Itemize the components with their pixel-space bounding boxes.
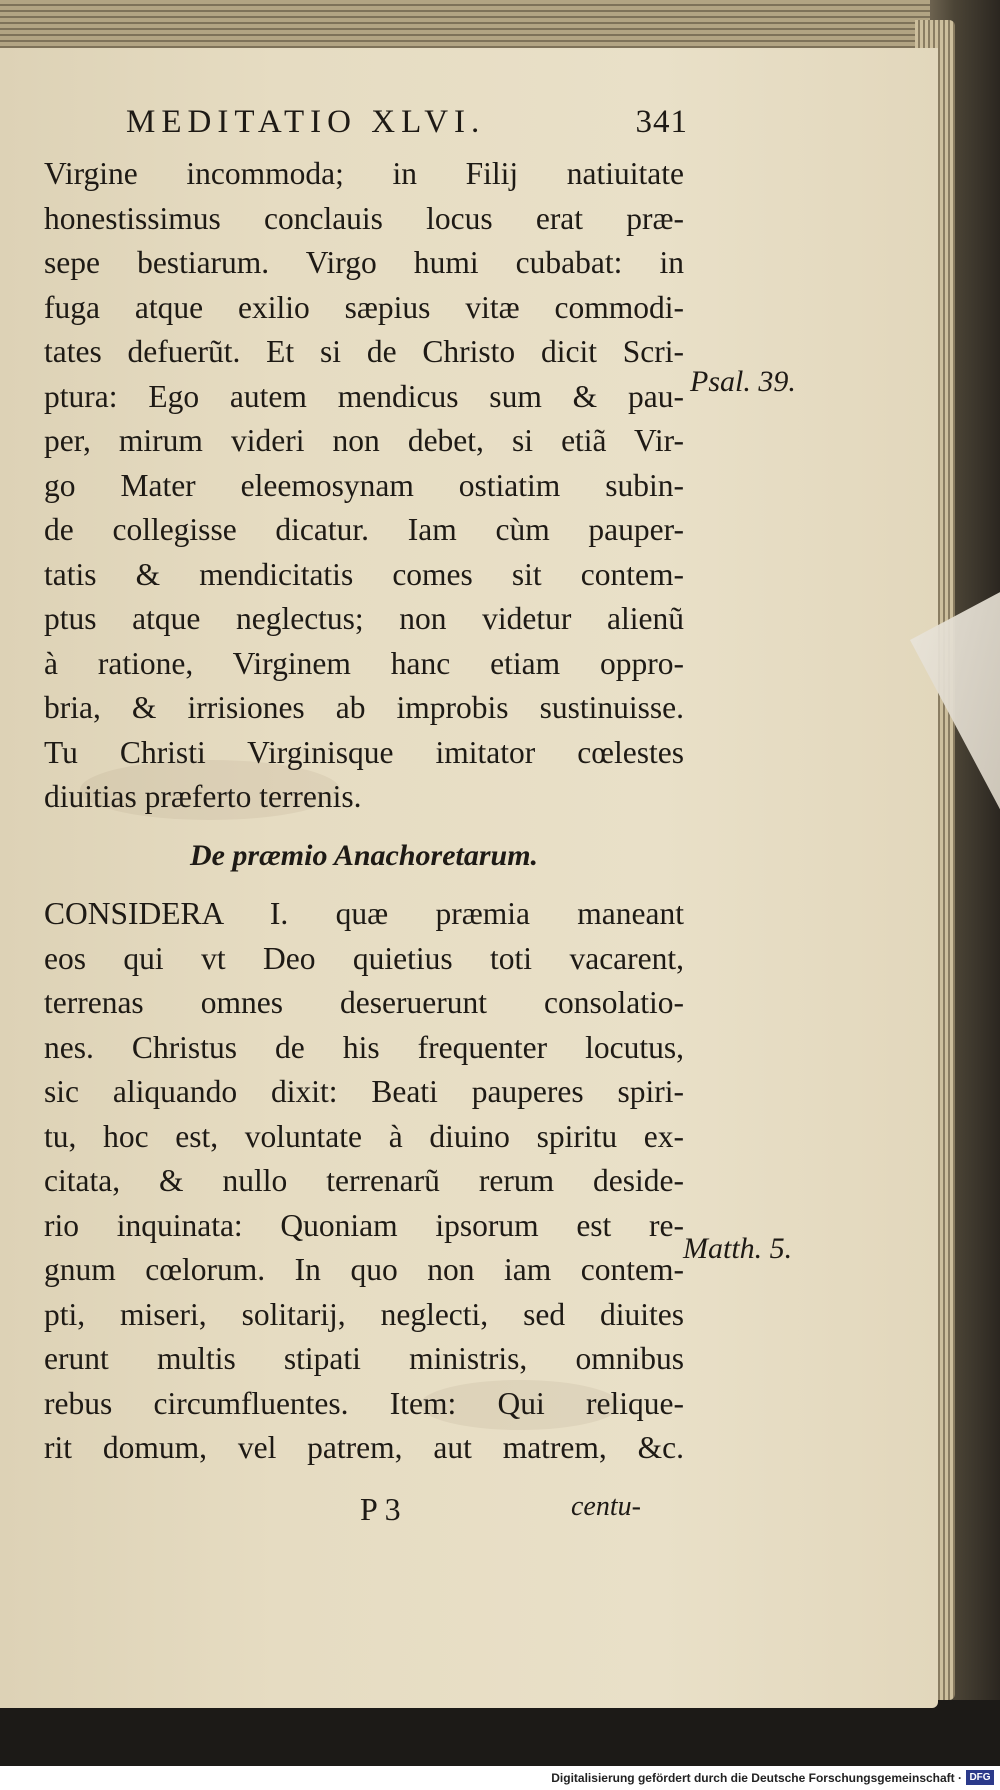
text-line: per, mirum videri non debet, si etiã Vir-	[44, 423, 684, 458]
text-line: ptus atque neglectus; non videtur alienũ	[44, 601, 684, 636]
text-line: honestissimus conclauis locus erat præ-	[44, 200, 684, 236]
marginal-note-psalm: Psal. 39.	[690, 365, 796, 398]
scan-background	[0, 1708, 1000, 1766]
text-line: tates defuerũt. Et si de Christo dicit Scri-	[44, 334, 684, 369]
text-line: ptura: Ego autem mendicus sum & pau-	[44, 378, 684, 414]
dfg-logo: DFG	[966, 1770, 994, 1785]
text-line: sic aliquando dixit: Beati pauperes spiri-	[44, 1074, 684, 1109]
text-line: go Mater eleemosynam ostiatim subin-	[44, 467, 684, 503]
funding-credit: Digitalisierung gefördert durch die Deutsche Forschungsgemeinschaft ·	[551, 1771, 962, 1785]
running-header	[48, 104, 688, 154]
main-text	[44, 152, 684, 1471]
page-number: 341	[635, 104, 688, 140]
text-line: citata, & nullo terrenarũ rerum deside-	[44, 1163, 684, 1198]
text-line: sepe bestiarum. Virgo humi cubabat: in	[44, 245, 684, 280]
text-line: erunt multis stipati ministris, omnibus	[44, 1341, 684, 1376]
text-line: de collegisse dicatur. Iam cùm pauper-	[44, 512, 684, 547]
text-line: rio inquinata: Quoniam ipsorum est re-	[44, 1207, 684, 1243]
text-line: Virgine incommoda; in Filij natiuitate	[44, 156, 684, 191]
text-line: tatis & mendicitatis comes sit contem-	[44, 556, 684, 592]
text-line: rit domum, vel patrem, aut matrem, &c.	[44, 1430, 684, 1465]
text-line: tu, hoc est, voluntate à diuino spiritu ex-	[44, 1118, 684, 1154]
text-line: pti, miseri, solitarij, neglecti, sed diuites	[44, 1296, 684, 1332]
text-line: eos qui vt Deo quietius toti vacarent,	[44, 940, 684, 976]
text-line: terrenas omnes deseruerunt consolatio-	[44, 985, 684, 1020]
text-line: bria, & irrisiones ab improbis sustinuisse.	[44, 690, 684, 725]
text-line: diuitias præferto terrenis.	[44, 779, 362, 814]
section-heading: De præmio Anachoretarum.	[189, 838, 539, 872]
marginal-note-matthew: Matth. 5.	[683, 1232, 793, 1265]
catchword: centu-	[571, 1491, 641, 1522]
signature-mark: P 3	[360, 1491, 401, 1527]
credit-bar	[0, 1766, 1000, 1790]
text-line: CONSIDERA I. quæ præmia maneant	[44, 896, 684, 931]
text-line: gnum cœlorum. In quo non iam contem-	[44, 1252, 684, 1287]
header-title: MEDITATIO XLVI.	[126, 104, 486, 140]
text-line: fuga atque exilio sæpius vitæ commodi-	[44, 289, 684, 325]
text-line: Tu Christi Virginisque imitator cœlestes	[44, 734, 684, 770]
text-line: rebus circumfluentes. Item: Qui relique-	[44, 1385, 684, 1421]
text-line: à ratione, Virginem hanc etiam oppro-	[44, 645, 684, 681]
text-line: nes. Christus de his frequenter locutus,	[44, 1029, 684, 1065]
